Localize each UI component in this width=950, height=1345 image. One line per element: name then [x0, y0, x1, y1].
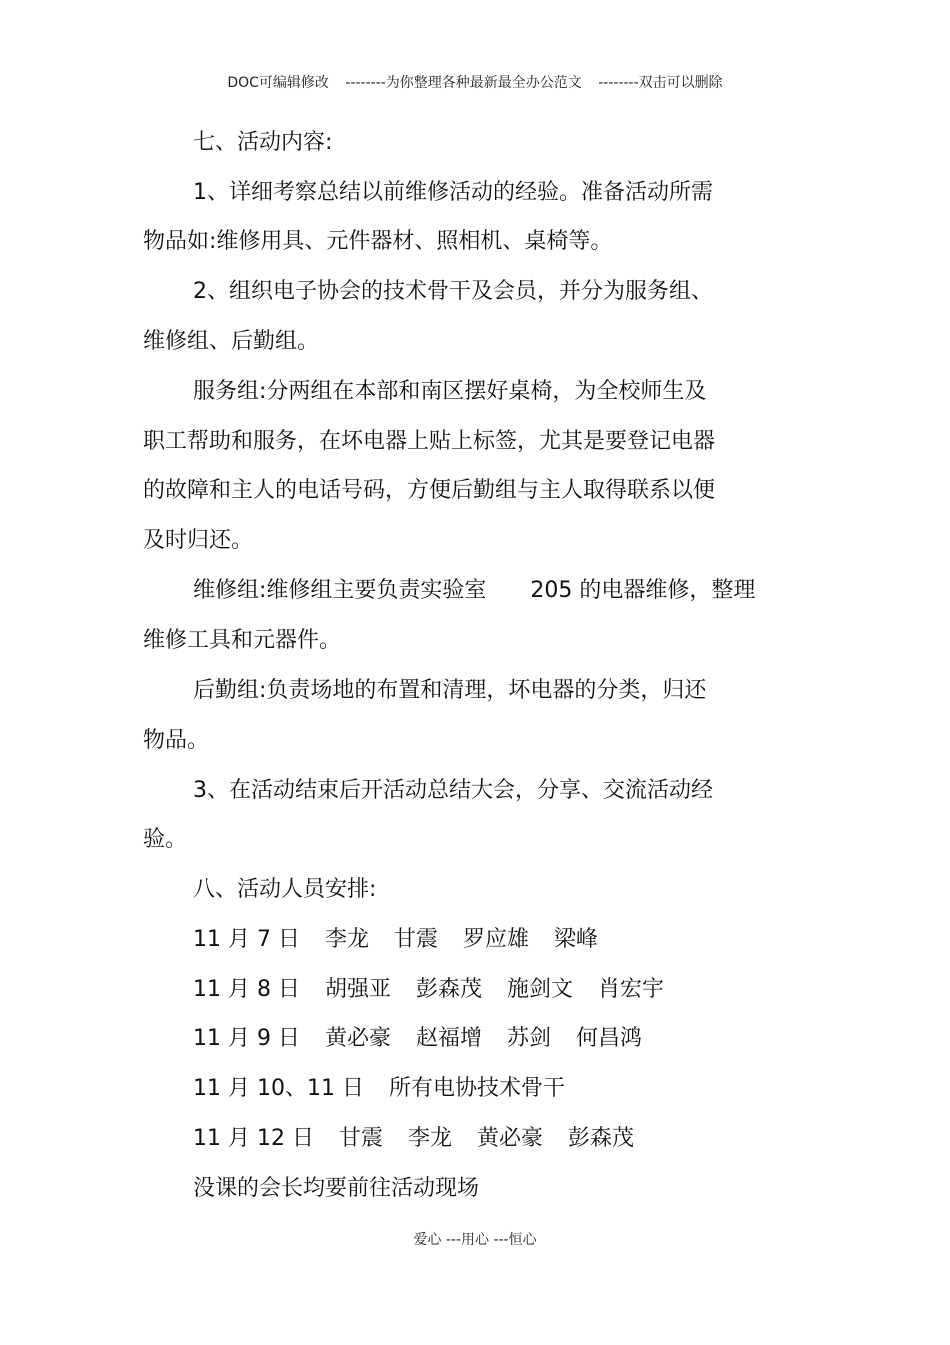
- schedule-name: 何昌鸿: [576, 1026, 643, 1051]
- item2-line1: 2、组织电子协会的技术骨干及会员，并分为服务组、: [193, 279, 713, 304]
- section8-title: 八、活动人员安排:: [193, 877, 377, 902]
- schedule-row: [193, 975, 682, 1005]
- page-header: [0, 72, 950, 92]
- logistics-group-line2: 物品。: [143, 728, 210, 753]
- header-left: DOC可编辑修改: [227, 75, 329, 91]
- schedule-name: 彭森茂: [416, 977, 483, 1002]
- schedule-row: [193, 1074, 583, 1104]
- schedule-name: 赵福增: [416, 1026, 483, 1051]
- schedule-name: 施剑文: [507, 977, 574, 1002]
- service-group-line1: 服务组:分两组在本部和南区摆好桌椅，为全校师生及: [193, 379, 707, 404]
- schedule-note: 没课的会长均要前往活动现场: [193, 1176, 480, 1201]
- schedule-name: 梁峰: [554, 927, 599, 952]
- repair-group-text-b: 205 的电器维修，整理: [530, 578, 756, 603]
- schedule-name: 肖宏宇: [598, 977, 665, 1002]
- schedule-name: 胡强亚: [324, 977, 391, 1002]
- schedule-name: 黄必豪: [324, 1026, 391, 1051]
- schedule-date: 11 月 10、11 日: [193, 1076, 364, 1101]
- service-group-line4: 及时归还。: [143, 528, 254, 553]
- schedule-name: 甘震: [338, 1126, 383, 1151]
- schedule-name: 李龙: [324, 927, 369, 952]
- schedule-name: 李龙: [407, 1126, 452, 1151]
- schedule-name: 彭森茂: [568, 1126, 635, 1151]
- schedule-date: 11 月 8 日: [193, 977, 300, 1002]
- schedule-name: 甘震: [394, 927, 439, 952]
- schedule-date: 11 月 9 日: [193, 1026, 300, 1051]
- item3-line1: 3、在活动结束后开活动总结大会，分享、交流活动经: [193, 778, 713, 803]
- schedule-name: 苏剑: [507, 1026, 552, 1051]
- repair-group-line2: 维修工具和元器件。: [143, 628, 342, 653]
- schedule-date: 11 月 12 日: [193, 1126, 314, 1151]
- service-group-line2: 职工帮助和服务，在坏电器上贴上标签，尤其是要登记电器: [143, 429, 716, 454]
- item2-line2: 维修组、后勤组。: [143, 329, 320, 354]
- logistics-group-line1: 后勤组:负责场地的布置和清理，坏电器的分类，归还: [193, 678, 707, 703]
- repair-group-text-a: 维修组:维修组主要负责实验室: [193, 578, 487, 603]
- schedule-name: 所有电协技术骨干: [388, 1076, 565, 1101]
- header-middle: --------为你整理各种最新最全办公范文: [345, 75, 582, 91]
- schedule-row: [193, 1124, 652, 1154]
- item1-line2: 物品如:维修用具、元件器材、照相机、桌椅等。: [143, 229, 613, 254]
- header-right: --------双击可以删除: [598, 75, 723, 91]
- schedule-name: 罗应雄: [463, 927, 530, 952]
- repair-group-line1: [193, 576, 755, 606]
- schedule-date: 11 月 7 日: [193, 927, 300, 952]
- schedule-row: [193, 925, 616, 955]
- service-group-line3: 的故障和主人的电话号码，方便后勤组与主人取得联系以便: [143, 478, 716, 503]
- section7-title: 七、活动内容:: [193, 130, 333, 155]
- item3-line2: 验。: [143, 827, 188, 852]
- schedule-name: 黄必豪: [477, 1126, 544, 1151]
- page-footer: 爱心 ---用心 ---恒心: [413, 1232, 537, 1248]
- item1-line1: 1、详细考察总结以前维修活动的经验。准备活动所需: [193, 180, 713, 205]
- schedule-row: [193, 1024, 660, 1054]
